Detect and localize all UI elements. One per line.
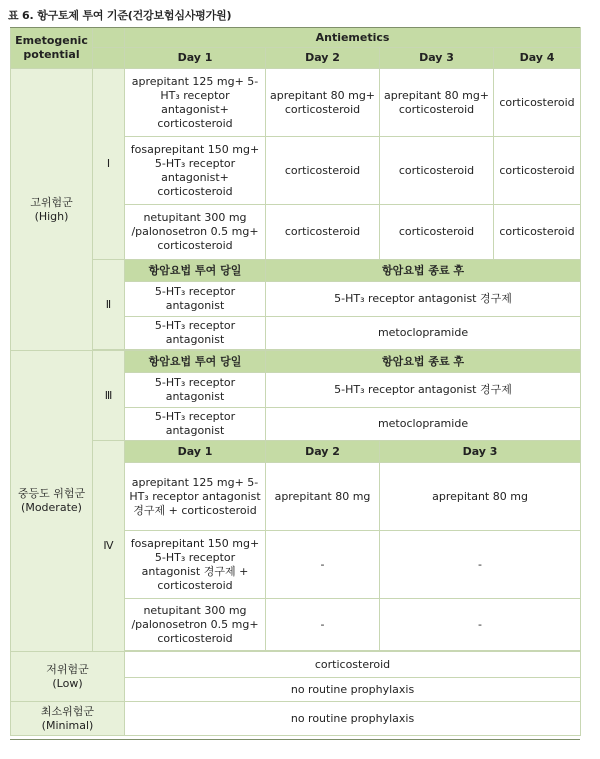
table-cell: aprepitant 80 mg+ corticosteroid xyxy=(266,69,380,137)
table-cell: netupitant 300 mg /palonosetron 0.5 mg+ corticosteroid xyxy=(125,205,266,260)
header-potential-line2: potential xyxy=(23,48,80,61)
subheader-day1: Day 1 xyxy=(125,441,266,463)
table-cell: 5-HT₃ receptor antagonist xyxy=(125,317,266,350)
group-label-3: Ⅲ xyxy=(93,351,125,441)
subheader-after-chemo: 항암요법 종료 후 xyxy=(266,260,581,282)
risk-label-line1: 고위험군 xyxy=(30,195,73,209)
table-bottom-rule xyxy=(10,739,580,740)
table-cell: fosaprepitant 150 mg+ 5-HT₃ receptor antagonist 경구제 + corticosteroid xyxy=(125,531,266,599)
antiemetic-criteria-table xyxy=(10,27,581,736)
table-cell: metoclopramide xyxy=(266,408,581,441)
table-cell: corticosteroid xyxy=(494,205,581,260)
header-day2: Day 2 xyxy=(266,48,380,69)
subheader-day3: Day 3 xyxy=(380,441,581,463)
risk-label-line2: (Moderate) xyxy=(21,501,82,514)
header-blank-cell xyxy=(93,28,125,48)
header-antiemetics: Antiemetics xyxy=(125,28,581,48)
table-cell: 5-HT₃ receptor antagonist xyxy=(125,282,266,317)
table-cell: aprepitant 125 mg+ 5-HT₃ receptor antagonist 경구제 + corticosteroid xyxy=(125,463,266,531)
risk-label-line2: (High) xyxy=(34,209,69,223)
header-day3: Day 3 xyxy=(380,48,494,69)
group-label-2: Ⅱ xyxy=(93,260,125,350)
table-cell: corticosteroid xyxy=(380,137,494,205)
table-cell: 5-HT₃ receptor antagonist xyxy=(125,408,266,441)
risk-label-line1: 저위험군 xyxy=(46,662,89,676)
group-label-4: Ⅳ xyxy=(93,441,125,652)
table-cell: - xyxy=(266,599,380,651)
table-cell: aprepitant 80 mg xyxy=(266,463,380,531)
table-cell: aprepitant 80 mg+ corticosteroid xyxy=(380,69,494,137)
table-cell: corticosteroid xyxy=(125,652,581,678)
subheader-day2: Day 2 xyxy=(266,441,380,463)
table-top-rule xyxy=(10,27,580,28)
header-day1: Day 1 xyxy=(125,48,266,69)
header-emetogenic-potential xyxy=(11,28,93,69)
table-cell: - xyxy=(380,531,581,599)
table-cell: corticosteroid xyxy=(380,205,494,260)
table-cell: 5-HT₃ receptor antagonist xyxy=(125,373,266,408)
table-cell: fosaprepitant 150 mg+ 5-HT₃ receptor antagonist+ corticosteroid xyxy=(125,137,266,205)
table-cell: no routine prophylaxis xyxy=(125,702,581,736)
table-cell: aprepitant 80 mg xyxy=(380,463,581,531)
table-cell: - xyxy=(380,599,581,651)
group-label-1: Ⅰ xyxy=(93,69,125,260)
table-cell: corticosteroid xyxy=(494,137,581,205)
table-cell: metoclopramide xyxy=(266,317,581,350)
subheader-chemo-day: 항암요법 투여 당일 xyxy=(125,260,266,282)
risk-label-line2: (Low) xyxy=(52,676,83,690)
table-cell: 5-HT₃ receptor antagonist 경구제 xyxy=(266,373,581,408)
header-blank-cell xyxy=(93,48,125,69)
table-cell: corticosteroid xyxy=(266,137,380,205)
header-potential-line1: Emetogenic xyxy=(15,34,88,47)
table-cell: corticosteroid xyxy=(266,205,380,260)
table-caption: 표 6. 항구토제 투여 기준(건강보험심사평가원) xyxy=(8,9,232,22)
table-cell: no routine prophylaxis xyxy=(125,678,581,702)
risk-label-minimal xyxy=(11,702,125,736)
risk-label-line1: 중등도 위험군 xyxy=(17,487,86,500)
risk-label-line2: (Minimal) xyxy=(41,718,94,732)
table-cell: aprepitant 125 mg+ 5-HT₃ receptor antagonist+ corticosteroid xyxy=(125,69,266,137)
risk-label-moderate xyxy=(11,351,93,652)
table-cell: - xyxy=(266,531,380,599)
risk-label-low xyxy=(11,652,125,702)
subheader-after-chemo: 항암요법 종료 후 xyxy=(266,351,581,373)
risk-label-line1: 최소위험군 xyxy=(40,704,95,718)
table-cell: corticosteroid xyxy=(494,69,581,137)
table-cell: netupitant 300 mg /palonosetron 0.5 mg+ corticosteroid xyxy=(125,599,266,651)
subheader-chemo-day: 항암요법 투여 당일 xyxy=(125,351,266,373)
table-cell: 5-HT₃ receptor antagonist 경구제 xyxy=(266,282,581,317)
risk-label-high xyxy=(11,69,93,351)
header-day4: Day 4 xyxy=(494,48,581,69)
